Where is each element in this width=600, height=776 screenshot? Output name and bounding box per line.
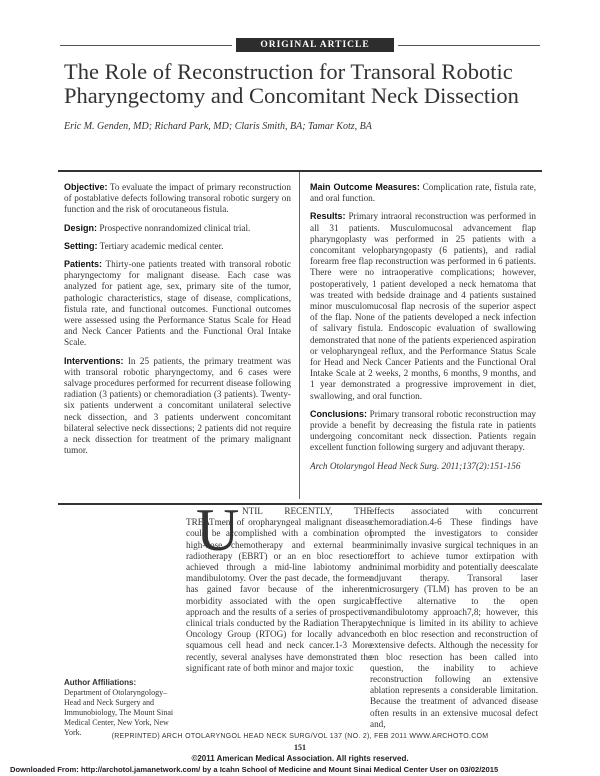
abstract-left-column: [64, 182, 291, 463]
design-text: Prospective nonrandomized clinical trial.: [99, 222, 251, 233]
patients-text: Thirty-one patients treated with transoral robotic pharyngectomy for malignant disease. Each case was analyzed for patient age, sex, primary site of the tumor, pathologic characteristics, stage of disease, complications, fistula rate, and functional outcomes. Functional outcomes were assessed using the Performance Status Scale for Head and Neck Cancer Patients and the Functional Oral Intake Scale.: [64, 259, 291, 348]
setting-text: Tertiary academic medical center.: [99, 240, 224, 251]
abstract-objective: [64, 182, 291, 216]
conclusions-label: Conclusions:: [310, 408, 368, 419]
abstract-patients: [64, 259, 291, 349]
drop-cap: U: [196, 497, 240, 563]
affiliations-label: Author Affiliations:: [64, 678, 137, 687]
banner-rule-right: [398, 45, 540, 46]
results-label: Results:: [310, 211, 346, 222]
interventions-label: Interventions:: [64, 355, 124, 366]
running-footer: (REPRINTED) ARCH OTOLARYNGOL HEAD NECK SURG/VOL 137 (NO. 2), FEB 2011 WWW.ARCHOTO.COM: [111, 733, 489, 740]
outcomes-text: Complication rate, fistula rate, and oral function.: [310, 182, 537, 204]
body-column-2: effects associated with concurrent chemoradiation.4-6 These findings have prompted the investigators to consider minimally invasive surgical techniques in an effort to achieve tumor extirpation with minimal morbidity and potentially deescalate adjuvant therapy. Transoral laser microsurgery (TLM) has proven to be an effective alternative to the open mandibulotomy approach7,8; however, this technique is limited in its ability to achieve both en bloc resection and reconstruction of extensive defects. Although the necessity for en bloc resection has been called into question, the inability to achieve reconstruction following an extensive ablation represents a considerable limitation. Because the treatment of advanced disease often results in an extensive mucosal defect and,: [370, 506, 538, 729]
outcomes-label: Main Outcome Measures:: [310, 182, 420, 192]
setting-label: Setting:: [64, 240, 98, 251]
author-affiliations: [64, 678, 182, 738]
abstract-design: [64, 223, 291, 234]
interventions-text: In 25 patients, the primary treatment was with transoral robotic pharyngectomy, and 6 cases were salvage procedures performed for recurrent disease following radiation (3 patients) or chemoradiation (3 patients). Twenty-six patients underwent a concomitant unilateral selective neck dissection, and 3 patients underwent concomitant bilateral selective neck dissections; 2 patients did not require a neck dissection for treatment of the primary malignant tumor.: [64, 355, 291, 456]
journal-citation: Arch Otolaryngol Head Neck Surg. 2011;137(2):151-156: [310, 460, 521, 471]
body-column-1: NTIL RECENTLY, THE TREATment of oropharyngeal malignant disease could be accomplished with a combination of high-dose chemotherapy and external beam radiotherapy (EBRT) or an en bloc resection achieved through a mid-line labiotomy and mandibulotomy. Over the past decade, the former has gained favor because of the inherent morbidity associated with the open surgical approach and the results of a series of prospective clinical trials conducted by the Radiation Therapy Oncology Group (RTOG) for locally advanced squamous cell head and neck cancer.1-3 More recently, several analyses have demonstrated the significant rate of both minor and major toxic: [186, 506, 372, 673]
article-title: The Role of Reconstruction for Transoral Robotic Pharyngectomy and Concomitant Neck Dissection: [64, 59, 519, 108]
design-label: Design:: [64, 222, 98, 233]
objective-text: To evaluate the impact of primary reconstruction of postablative defects following transoral robotic surgery on function and the risk of orocutaneous fistula.: [64, 182, 291, 215]
patients-label: Patients:: [64, 259, 103, 270]
abstract-setting: [64, 241, 291, 252]
copyright-notice: ©2011 American Medical Association. All rights reserved.: [191, 754, 409, 763]
banner-rule-left: [60, 45, 232, 46]
abstract-conclusions: [310, 409, 536, 454]
author-list: Eric M. Genden, MD; Richard Park, MD; Claris Smith, BA; Tamar Kotz, BA: [64, 121, 372, 132]
download-notice: Downloaded From: http://archotol.jamanetwork.com/ by a Icahn School of Medicine and Mount Sinai Medical Center User on 03/02/2015: [10, 765, 499, 774]
abstract-results: [310, 211, 536, 401]
abstract-right-column: [310, 182, 536, 472]
results-text: Primary intraoral reconstruction was performed in all 31 patients. Musculomucosal advancement flap pharyngoplasty was performed in 25 patients with a concomitant velopharyngopasty (6 patients), and radial forearm free flap reconstruction was performed in 6 patients. There were no intraoperative complications; however, postoperatively, 1 patient developed a neck hematoma that was treated with bedside drainage and 4 patients sustained minor musculomucosal flap necrosis of the superior aspect of the flap. None of the patients developed a neck infection of salivary fistula. Endoscopic evaluation of swallowing demonstrated that none of the patients experienced aspiration or velopharyngeal reflux, and the Performance Status Scale for Head and Neck Cancer Patients and the Functional Oral Intake Scale at 2 weeks, 2 months, 6 months, 9 months, and 1 year demonstrated a progressive improvement in diet, swallowing, and oral function.: [310, 211, 536, 401]
abstract-column-divider: [299, 172, 300, 499]
abstract-interventions: [64, 356, 291, 457]
page-number: 151: [294, 743, 306, 752]
affiliations-text: Department of Otolaryngology–Head and Neck Surgery and Immunobiology, The Mount Sinai Medical Center, New York, New York.: [64, 688, 174, 737]
abstract-outcomes: [310, 182, 536, 204]
conclusions-text: Primary transoral robotic reconstruction may provide a benefit by decreasing the fistula rate in patients undergoing concomitant neck dissection. Patients regain excellent function following surgery and adjuvant therapy.: [310, 408, 537, 453]
article-type-banner: ORIGINAL ARTICLE: [236, 38, 394, 52]
objective-label: Objective:: [64, 182, 108, 192]
